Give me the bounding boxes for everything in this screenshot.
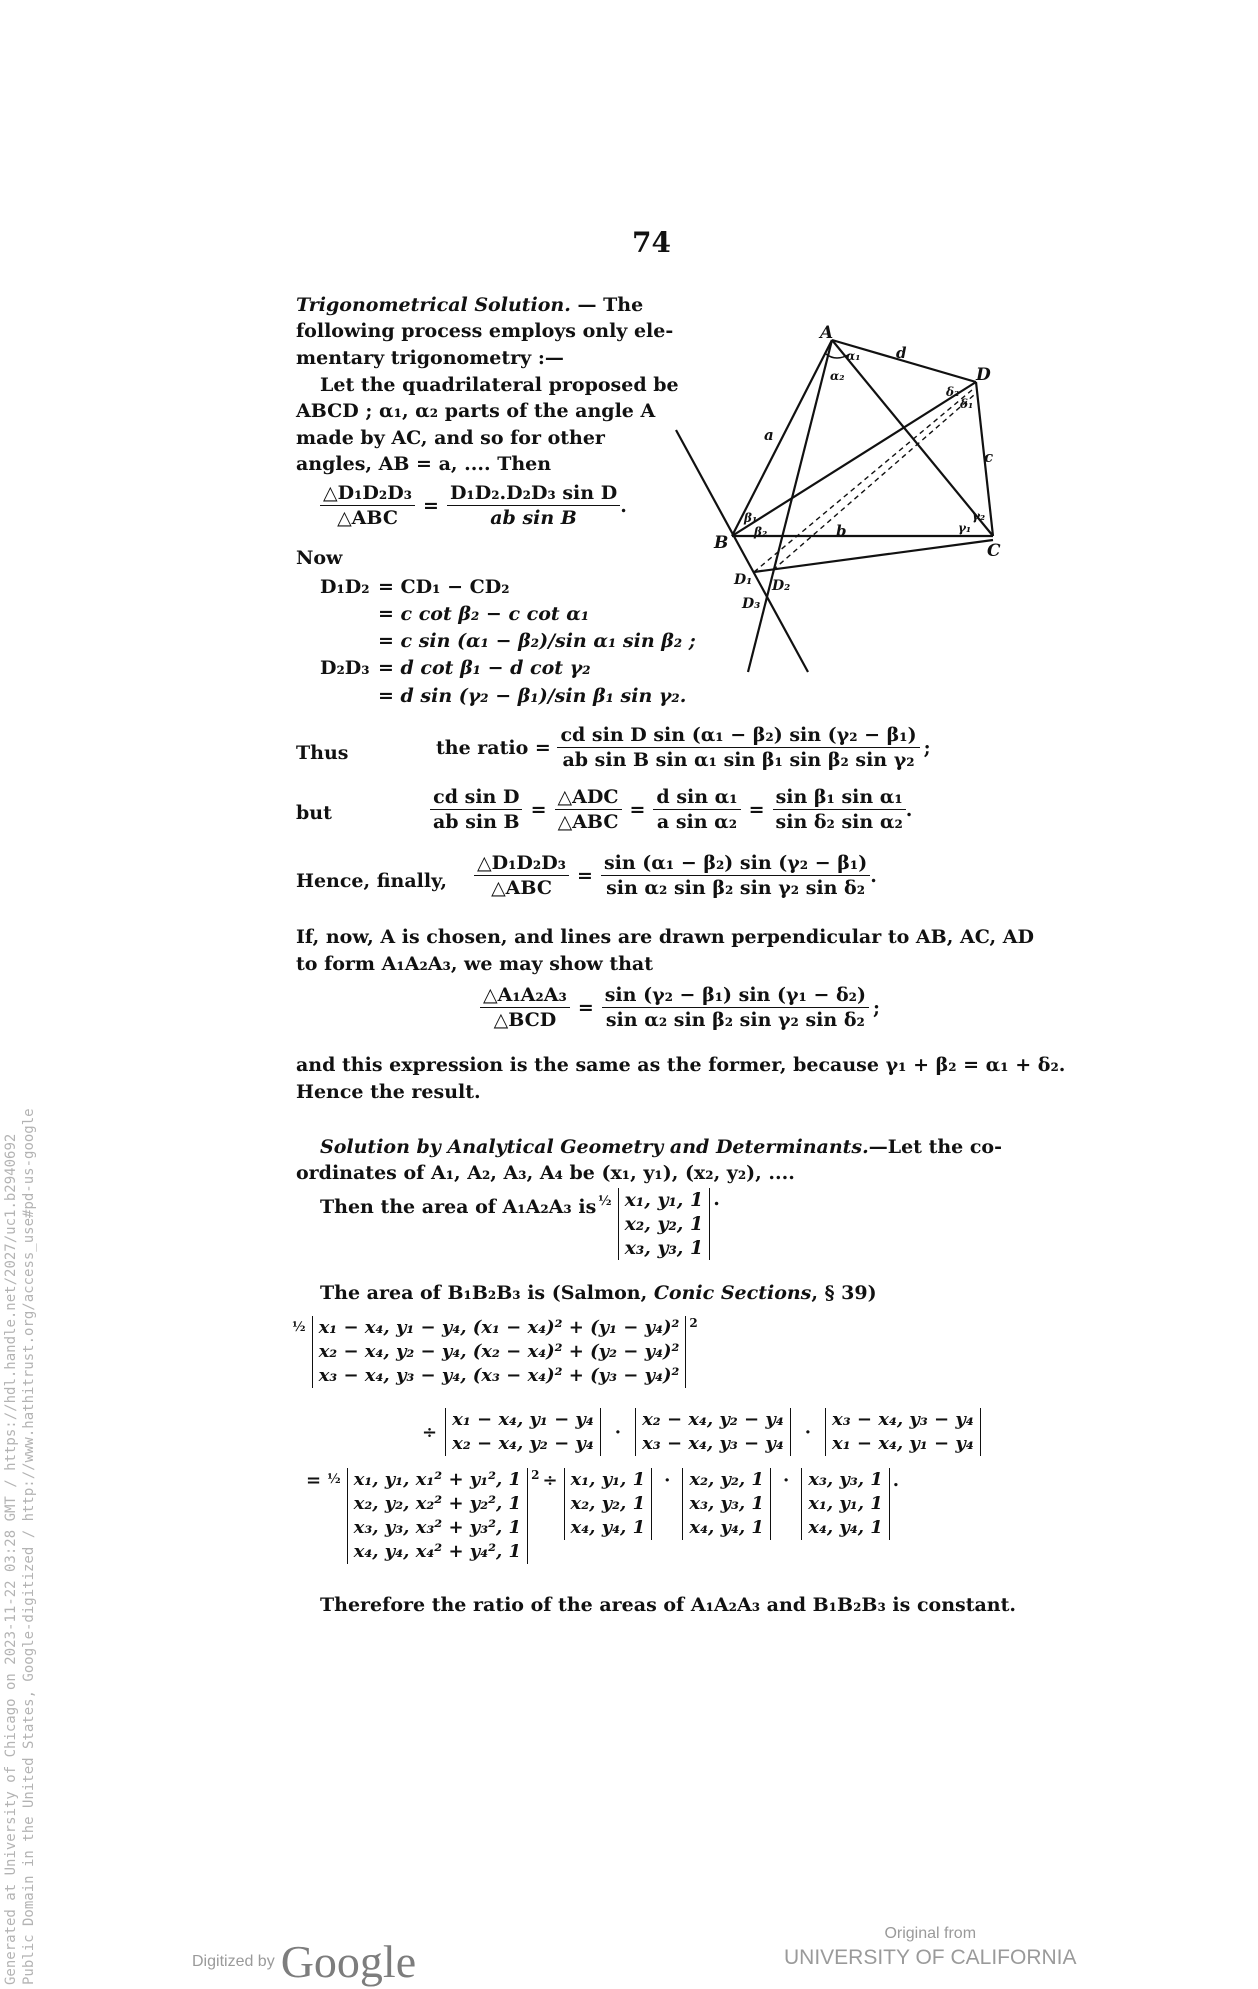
salmon-line [320, 1280, 877, 1306]
punctuation: . [870, 864, 877, 887]
determinant-4x4 [347, 1468, 528, 1564]
fraction-denominator: △BCD [493, 1009, 557, 1031]
figure-label: b [836, 522, 847, 540]
fraction-numerator: D₁D₂.D₂D₃ sin D [447, 482, 620, 506]
divide-sign: ÷ [542, 1470, 558, 1491]
fraction-denominator: △ABC [337, 507, 398, 529]
equation-but [430, 786, 912, 833]
intro-line-1 [296, 292, 643, 318]
hathitrust-watermark [2, 1108, 38, 1985]
det-row: x₂, y₂, 1 [689, 1469, 764, 1490]
but-label: but [296, 802, 332, 824]
equals-sign: = [577, 996, 594, 1019]
fraction-denominator: ab sin B sin α₁ sin β₁ sin β₂ sin γ₂ [562, 749, 915, 771]
derivation-rhs: = d sin (γ₂ − β₁)/sin β₁ sin γ₂. [378, 685, 687, 707]
punctuation: . [713, 1188, 720, 1210]
now-label: Now [296, 547, 343, 569]
derivation-lhs: D₁D₂ [320, 576, 370, 598]
equation-hence [474, 852, 877, 899]
figure-label: γ₂ [972, 509, 986, 523]
fraction-numerator: sin (γ₂ − β₁) sin (γ₁ − δ₂) [602, 984, 869, 1008]
dashed-D1D [754, 390, 972, 572]
det-row: x₄, y₄, 1 [570, 1517, 646, 1538]
punctuation: . [905, 798, 913, 821]
fraction-numerator: sin (α₁ − β₂) sin (γ₂ − β₁) [601, 852, 870, 876]
salmon-lead: The area of B₁B₂B₃ is (Salmon, [320, 1282, 654, 1304]
fraction-numerator: cd sin D sin (α₁ − β₂) sin (γ₂ − β₁) [557, 724, 919, 748]
equals-sign: = [423, 494, 439, 517]
fraction-numerator: △ADC [555, 786, 622, 810]
figure-label: α₂ [830, 369, 845, 383]
divide-sign: ÷ [422, 1421, 438, 1443]
det-row: x₃, y₃, 1 [624, 1237, 704, 1259]
det-row: x₁, y₁, 1 [808, 1493, 883, 1514]
fraction-denominator: a sin α₂ [656, 811, 738, 833]
paragraph-line: to form A₁A₂A₃, we may show that [296, 953, 654, 975]
figure-label: C [987, 541, 1001, 561]
quadrilateral-figure [660, 300, 1020, 680]
det-row: x₄, y₄, 1 [808, 1517, 883, 1538]
fraction-denominator: △ABC [557, 811, 619, 833]
fraction-denominator: sin α₂ sin β₂ sin γ₂ sin δ₂ [606, 877, 866, 899]
figure-label: d [896, 344, 907, 362]
conclusion: Therefore the ratio of the areas of A₁A₂A₃ and B₁B₂B₃ is constant. [320, 1594, 1017, 1616]
salmon-determinant [292, 1316, 698, 1388]
det-row: x₂, y₂, 1 [624, 1213, 704, 1235]
equals-sign: = [577, 864, 593, 887]
determinant-2x2 [445, 1408, 601, 1456]
paragraph-line: Hence the result. [296, 1081, 481, 1103]
dashed-D2D [773, 395, 974, 570]
figure-label: D₂ [772, 578, 791, 594]
line-BD3 [676, 430, 808, 672]
intro-line: Let the quadrilateral proposed be [320, 374, 679, 396]
figure-label: a [764, 426, 774, 444]
exponent: 2 [689, 1316, 698, 1330]
analytic-line-2: ordinates of A₁, A₂, A₃, A₄ be (x₁, y₁), (x₂, y₂), .... [296, 1162, 795, 1184]
equation-a1a2a3 [480, 984, 880, 1031]
fraction-denominator: sin δ₂ sin α₂ [775, 811, 903, 833]
equals-sign: = [748, 798, 765, 821]
figure-label: c [984, 448, 994, 466]
punctuation: ; [872, 996, 880, 1019]
university-label: UNIVERSITY OF CALIFORNIA [784, 1946, 1077, 1969]
det-row: x₄, y₄, 1 [689, 1517, 764, 1538]
equals-sign: = [306, 1470, 322, 1491]
hence-label: Hence, finally, [296, 870, 447, 892]
diagonal-AC [832, 340, 993, 536]
google-logo: Google [280, 1936, 417, 1987]
fraction-denominator: △ABC [491, 877, 552, 899]
line-AD3 [748, 340, 832, 672]
dot-sign: · [782, 1470, 790, 1491]
fraction-denominator: sin α₂ sin β₂ sin γ₂ sin δ₂ [605, 1009, 865, 1031]
final-expression [306, 1468, 899, 1564]
determinant-3x3 [682, 1468, 771, 1540]
det-row: x₁ − x₄, y₁ − y₄ [832, 1433, 974, 1454]
figure-label: D [976, 365, 991, 385]
determinant-3x3 [312, 1316, 687, 1388]
one-half: ½ [327, 1472, 341, 1487]
digitized-by-google [192, 1935, 416, 1988]
fraction-numerator: △D₁D₂D₃ [320, 482, 415, 506]
det-row: x₂, y₂, 1 [570, 1493, 646, 1514]
dot-sign: · [664, 1470, 671, 1491]
diagonal-BD [732, 382, 976, 536]
det-row: x₃ − x₄, y₃ − y₄ [832, 1409, 974, 1430]
area-lead: Then the area of A₁A₂A₃ is [320, 1196, 597, 1218]
fraction-denominator: ab sin B [490, 507, 577, 529]
derivation-rhs: = c cot β₂ − c cot α₁ [378, 603, 590, 625]
salmon-tail: , § 39) [811, 1282, 877, 1304]
figure-label: A [820, 323, 834, 343]
intro-line: mentary trigonometry :— [296, 347, 564, 369]
book-title: Conic Sections [653, 1282, 812, 1304]
watermark-line: Public Domain in the United States, Google-digitized / http://www.hathitrust.org/access_use#pd-us-google [21, 1108, 37, 1985]
figure-label: D₁ [734, 572, 753, 588]
one-half: ½ [292, 1320, 306, 1335]
original-from [784, 1923, 1077, 1971]
det-row: x₂ − x₄, y₂ − y₄ [642, 1409, 784, 1430]
figure-label: δ₁ [960, 397, 974, 411]
analytic-line-1 [320, 1134, 1002, 1160]
figure-label: B [714, 533, 729, 553]
figure-label: D₃ [742, 596, 761, 612]
intro-line: ABCD ; α₁, α₂ parts of the angle A [296, 400, 656, 422]
det-row: x₂ − x₄, y₂ − y₄ [452, 1433, 594, 1454]
side-AB [732, 340, 832, 536]
derivation-rhs: = c sin (α₁ − β₂)/sin α₁ sin β₂ ; [378, 630, 696, 652]
intro-line: made by AC, and so for other [296, 427, 605, 449]
det-row: x₃, y₃, 1 [808, 1469, 883, 1490]
fraction-denominator: ab sin B [433, 811, 520, 833]
punctuation: ; [923, 736, 931, 759]
exponent: 2 [531, 1468, 540, 1482]
determinant-2x2 [635, 1408, 791, 1456]
det-row: x₁ − x₄, y₁ − y₄ [452, 1409, 594, 1430]
figure-label: α₁ [846, 349, 861, 363]
det-row: x₃ − x₄, y₃ − y₄, (x₃ − x₄)² + (y₃ − y₄)² [318, 1365, 680, 1386]
determinant-2x2 [825, 1408, 981, 1456]
figure-label: γ₁ [958, 521, 972, 535]
equation-area-ratio [320, 482, 627, 529]
det-row: x₃, y₃, 1 [689, 1493, 764, 1514]
derivation-rhs: = d cot β₁ − d cot γ₂ [378, 657, 591, 679]
intro-line: following process employs only ele- [296, 320, 674, 342]
area-determinant-expr [598, 1188, 720, 1260]
intro-text: — The [577, 294, 644, 316]
section-heading-analytic: Solution by Analytical Geometry and Determinants. [320, 1136, 869, 1158]
equals-sign: = [629, 798, 646, 821]
dot-sign: · [614, 1421, 622, 1443]
figure-label: β₁ [744, 511, 758, 525]
thus-label: Thus [296, 742, 349, 764]
punctuation: . [620, 494, 627, 517]
det-row: x₁, y₁, x₁² + y₁², 1 [353, 1469, 522, 1490]
fraction-numerator: △D₁D₂D₃ [474, 852, 569, 876]
det-row: x₃ − x₄, y₃ − y₄ [642, 1433, 784, 1454]
determinant-3x3 [618, 1188, 711, 1260]
det-row: x₁, y₁, 1 [624, 1189, 704, 1211]
page-number: 74 [632, 226, 671, 259]
derivation-lhs: D₂D₃ [320, 657, 370, 679]
determinant-3x3 [801, 1468, 890, 1540]
salmon-divisor [422, 1408, 981, 1456]
det-row: x₃, y₃, x₃² + y₃², 1 [353, 1517, 522, 1538]
det-row: x₂, y₂, x₂² + y₂², 1 [353, 1493, 522, 1514]
fraction-numerator: d sin α₁ [653, 786, 740, 810]
fraction-numerator: sin β₁ sin α₁ [773, 786, 906, 810]
figure-label: δ₂ [946, 385, 960, 399]
fraction-numerator: cd sin D [430, 786, 522, 810]
det-row: x₁ − x₄, y₁ − y₄, (x₁ − x₄)² + (y₁ − y₄)² [318, 1317, 680, 1338]
paragraph-line: and this expression is the same as the former, because γ₁ + β₂ = α₁ + δ₂. [296, 1054, 1066, 1076]
figure-label: β₂ [754, 525, 768, 539]
one-half: ½ [598, 1194, 612, 1209]
det-row: x₄, y₄, x₄² + y₄², 1 [353, 1541, 522, 1562]
determinant-3x3 [564, 1468, 653, 1540]
det-row: x₂ − x₄, y₂ − y₄, (x₂ − x₄)² + (y₂ − y₄)² [318, 1341, 680, 1362]
analytic-text: —Let the co- [868, 1136, 1002, 1158]
punctuation: . [892, 1470, 900, 1491]
paragraph-line: If, now, A is chosen, and lines are drawn perpendicular to AB, AC, AD [296, 926, 1034, 948]
original-label: Original from [884, 1925, 977, 1942]
ratio-lead: the ratio = [436, 736, 551, 759]
derivation-rhs: = CD₁ − CD₂ [378, 576, 510, 598]
fraction-numerator: △A₁A₂A₃ [480, 984, 570, 1008]
dot-sign: · [804, 1421, 812, 1443]
intro-line: angles, AB = a, .... Then [296, 453, 552, 475]
watermark-line: Generated at University of Chicago on 2023-11-22 03:28 GMT / https://hdl.handle.net/2027/uc1.b2940692 [3, 1133, 19, 1985]
det-row: x₁, y₁, 1 [570, 1469, 646, 1490]
section-heading-trig: Trigonometrical Solution. [296, 294, 571, 316]
equals-sign: = [530, 798, 547, 821]
digitized-label: Digitized by [192, 1952, 275, 1970]
equation-ratio [436, 724, 931, 771]
